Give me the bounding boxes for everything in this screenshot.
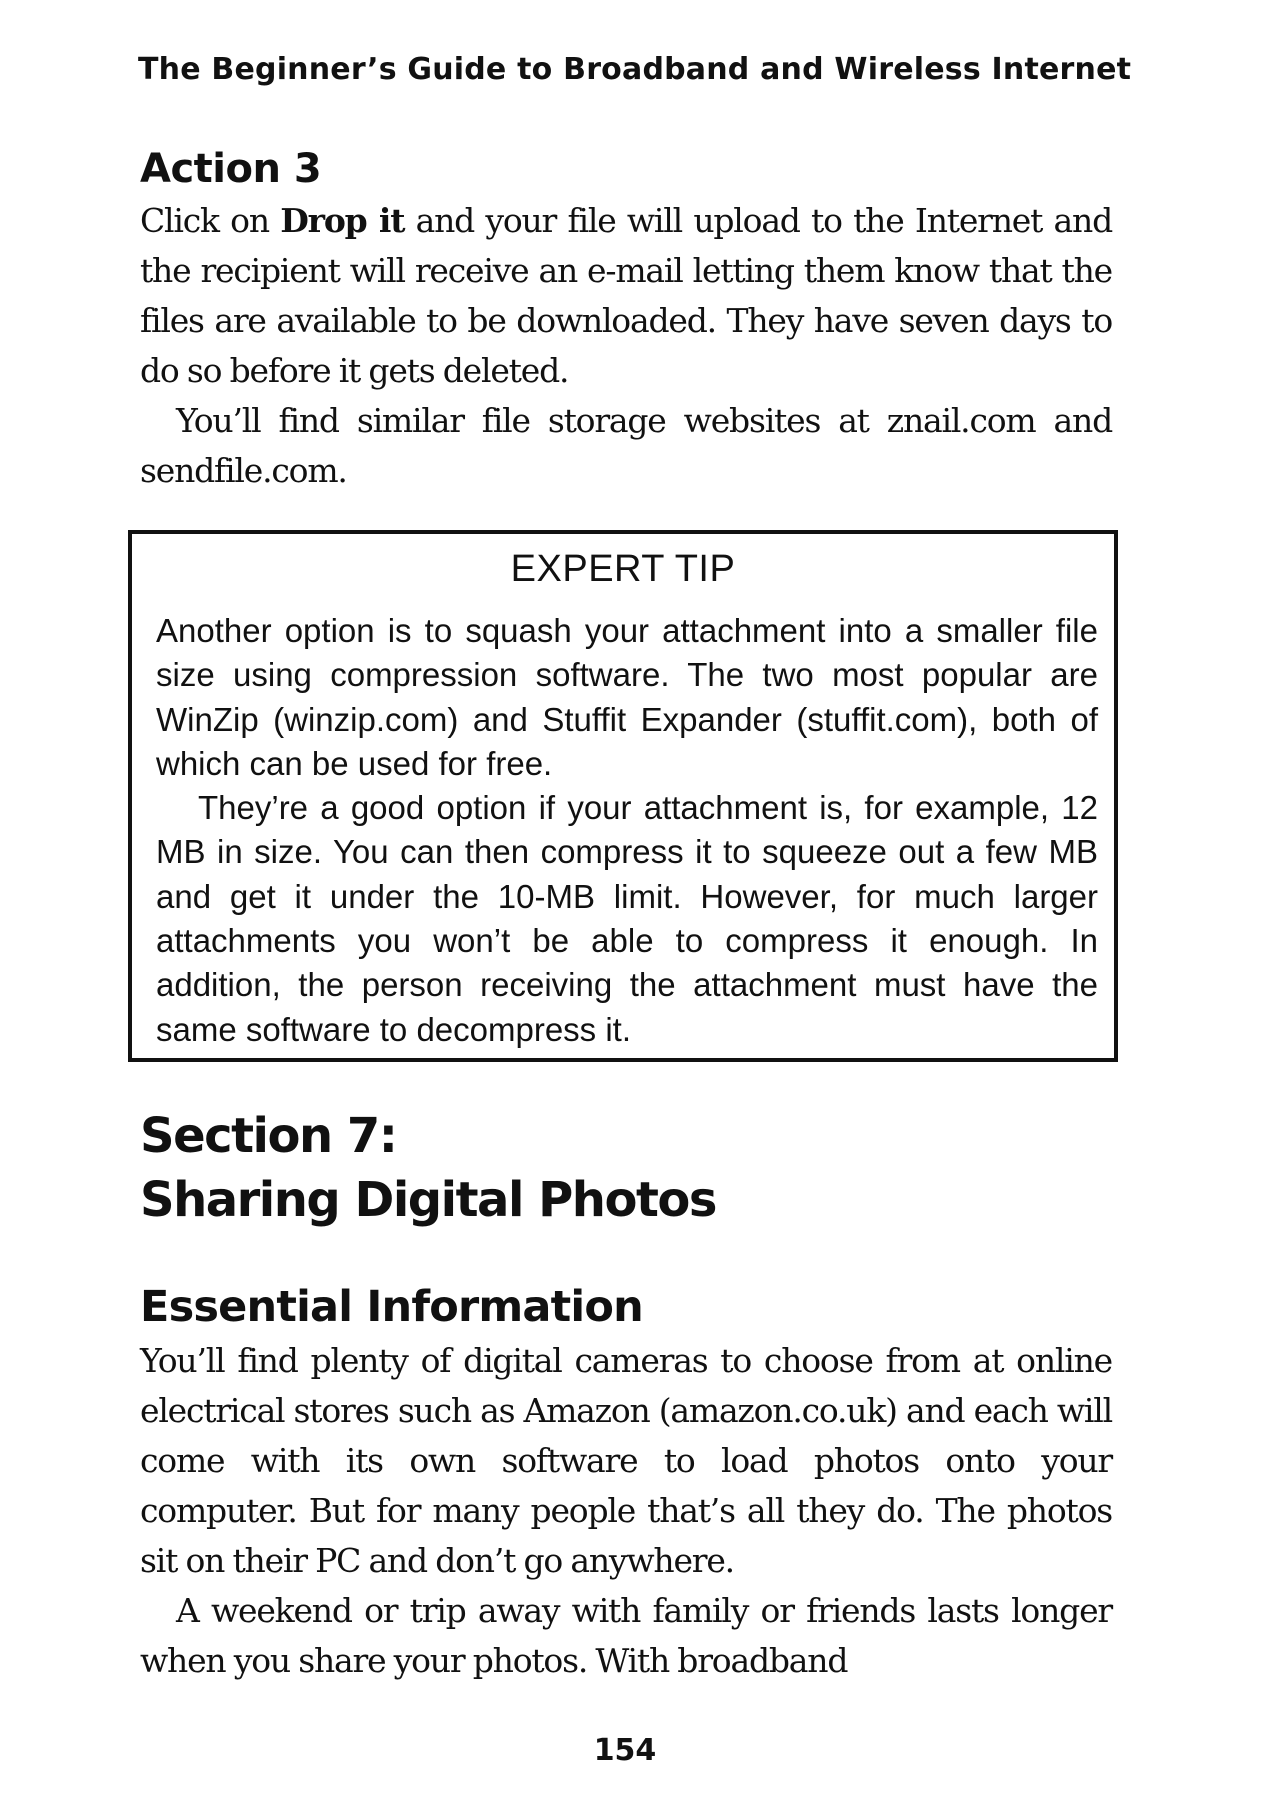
action-body — [140, 196, 1112, 496]
expert-tip-paragraph-1: Another option is to squash your attachment into a smaller file size using compression software. The two most popular are WinZip (winzip.com) and Stuffit Expander (stuffit.com), both of which can be used for free. — [156, 612, 1098, 782]
expert-tip-body — [156, 609, 1098, 1052]
action-p1-end: and your file will upload to the Internet and the recipient will receive an e-mail letting them know that the files are available to be downloaded. They have seven days to do so before it gets deleted. — [140, 201, 1112, 390]
drop-it-emphasis: Drop it — [280, 201, 405, 240]
expert-tip-box — [128, 530, 1118, 1062]
section-number-heading: Section 7: — [140, 1108, 397, 1164]
essential-heading: Essential Information — [140, 1282, 643, 1332]
action-p1-start: Click on — [140, 201, 281, 240]
running-head: The Beginner’s Guide to Broadband and Wireless Internet — [138, 52, 1132, 87]
action-heading: Action 3 — [140, 146, 322, 192]
essential-body — [140, 1336, 1112, 1686]
action-paragraph-1 — [140, 196, 1112, 396]
expert-tip-paragraph-2: They’re a good option if your attachment is, for example, 12 MB in size. You can then compress it to squeeze out a few MB and get it under the 10-MB limit. However, for much larger attachments you won’t be able to compress it enough. In addition, the person receiving the attachment must have the same software to decompress it. — [156, 789, 1098, 1048]
expert-tip-title: EXPERT TIP — [510, 548, 736, 590]
essential-paragraph-2: A weekend or trip away with family or friends lasts longer when you share your photos. With broadband — [140, 1591, 1112, 1680]
section-title-heading: Sharing Digital Photos — [140, 1172, 716, 1228]
action-paragraph-2: You’ll find similar file storage websites at znail.com and sendfile.com. — [140, 401, 1112, 490]
page-number: 154 — [593, 1733, 657, 1768]
essential-paragraph-1: You’ll find plenty of digital cameras to choose from at online electrical stores such as Amazon (amazon.co.uk) and each will come with its own software to load photos onto your computer. But for many people that’s all they do. The photos sit on their PC and don’t go anywhere. — [140, 1341, 1112, 1580]
